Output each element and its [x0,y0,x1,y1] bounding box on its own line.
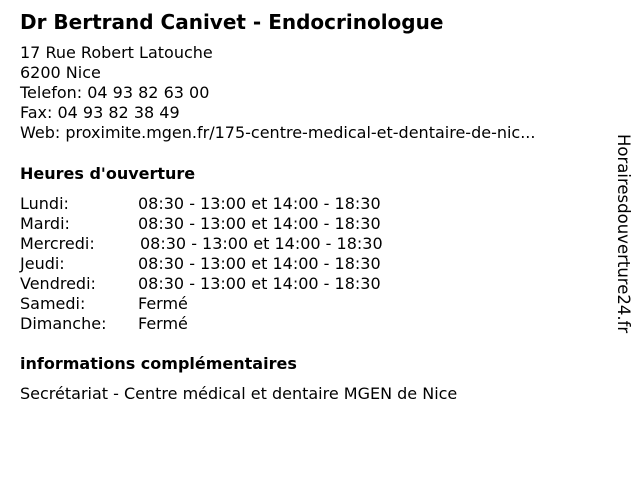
day-hours: 08:30 - 13:00 et 14:00 - 18:30 [138,254,381,273]
day-label: Dimanche: [20,314,107,333]
street-address: 17 Rue Robert Latouche [20,43,213,62]
day-label: Mardi: [20,214,70,233]
day-hours: 08:30 - 13:00 et 14:00 - 18:30 [138,214,381,233]
page-title: Dr Bertrand Canivet - Endocrinologue [20,10,444,34]
day-hours: Fermé [138,294,188,313]
city-postcode: 6200 Nice [20,63,101,82]
phone-number: Telefon: 04 93 82 63 00 [20,83,210,102]
day-hours: 08:30 - 13:00 et 14:00 - 18:30 [138,274,381,293]
additional-info-text: Secrétariat - Centre médical et dentaire MGEN de Nice [20,384,458,403]
fax-number: Fax: 04 93 82 38 49 [20,103,180,122]
day-label: Samedi: [20,294,86,313]
day-label: Jeudi: [20,254,65,273]
address-block [20,43,535,143]
day-label: Vendredi: [20,274,96,293]
day-hours: 08:30 - 13:00 et 14:00 - 18:30 [140,234,383,253]
opening-hours-heading: Heures d'ouverture [20,164,196,183]
day-hours: Fermé [138,314,188,333]
day-label: Lundi: [20,194,69,213]
site-watermark [612,134,634,372]
day-label: Mercredi: [20,234,95,253]
additional-info-heading: informations complémentaires [20,354,297,373]
watermark-text: Horairesdouverture24.fr [614,134,633,334]
website-link[interactable]: Web: proximite.mgen.fr/175-centre-medical-et-dentaire-de-nic... [20,123,536,142]
day-hours: 08:30 - 13:00 et 14:00 - 18:30 [138,194,381,213]
